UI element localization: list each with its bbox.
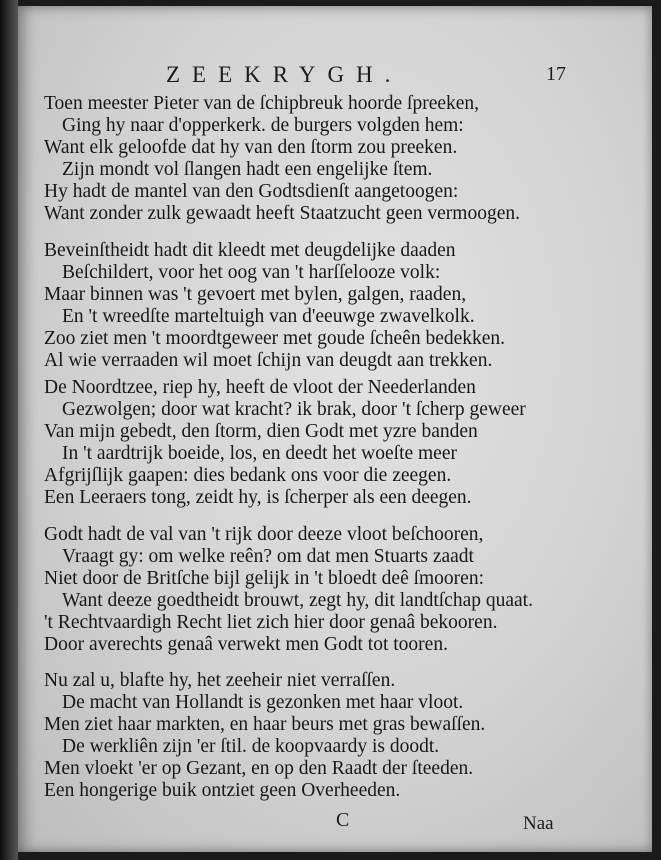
verse-line: Men ziet haar markten, en haar beurs met gras bewaſſen. [44,714,486,735]
verse-line: De macht van Hollandt is gezonken met haar vloot. [62,692,464,713]
verse-line: Afgrijſlijk gaapen: dies bedank ons voor die zeegen. [44,465,452,486]
verse-line: Want elk geloofde dat hy van den ſtorm zou preeken. [44,137,458,158]
verse-line: Nu zal u, blafte hy, het zeeheir niet verraſſen. [44,670,396,691]
verse-line: Zoo ziet men 't moordtgeweer met goude ſcheên bedekken. [44,328,506,349]
verse-line: De Noordtzee, riep hy, heeft de vloot der Neederlanden [44,377,476,398]
verse-line: Beſchildert, voor het oog van 't harſſelooze volk: [62,262,441,283]
signature-mark: C [336,809,350,831]
verse-line: Een Leeraers tong, zeidt hy, is ſcherper als een deegen. [44,487,472,508]
verse-line: De werkliên zijn 'er ſtil. de koopvaardy is doodt. [62,736,440,757]
book-spine-shadow [0,0,18,860]
verse-line: En 't wreedſte marteltuigh van d'eeuwge zwavelkolk. [62,306,475,327]
verse-line: Al wie verraaden wil moet ſchijn van deugdt aan trekken. [44,350,493,371]
book-page [18,6,652,852]
verse-line: Hy hadt de mantel van den Godtsdienſt aangetoogen: [44,181,459,202]
verse-line: Maar binnen was 't gevoert met bylen, galgen, raaden, [44,284,467,305]
verse-line: Want deeze goedtheidt brouwt, zegt hy, dit landtſchap quaat. [62,590,533,611]
verse-line: Beveinſtheidt hadt dit kleedt met deugdelijke daaden [44,240,456,261]
verse-line: Vraagt gy: om welke reên? om dat men Stuarts zaadt [62,546,474,567]
page-number: 17 [546,63,566,85]
running-head [18,62,652,92]
verse-line: Door averechts genaâ verwekt men Godt tot tooren. [44,634,448,655]
verse-line: Men vloekt 'er op Gezant, en op den Raadt der ſteeden. [44,758,474,779]
catchword: Naa [523,813,554,834]
verse-line: Een hongerige buik ontziet geen Overheeden. [44,780,401,801]
verse-line: Godt hadt de val van 't rijk door deeze vloot beſchooren, [44,524,484,545]
verse-line: Van mijn gebedt, den ſtorm, dien Godt met yzre banden [44,421,478,442]
verse-line: Ging hy naar d'opperkerk. de burgers volgden hem: [62,115,464,136]
verse-line: Toen meester Pieter van de ſchipbreuk hoorde ſpreeken, [44,93,480,114]
verse-line: 't Rechtvaardigh Recht liet zich hier door genaâ bekooren. [44,612,498,633]
verse-line: Gezwolgen; door wat kracht? ik brak, door 't ſcherp geweer [62,399,526,420]
verse-line: In 't aardtrijk boeide, los, en deedt het woeſte meer [62,443,457,464]
verse-line: Zijn mondt vol ſlangen hadt een engelijke ſtem. [62,159,433,180]
running-head-title: ZEEKRYGH. [166,62,403,87]
verse-line: Want zonder zulk gewaadt heeft Staatzucht geen vermoogen. [44,203,520,224]
verse-line: Niet door de Britſche bijl gelijk in 't bloedt deê ſmooren: [44,568,484,589]
